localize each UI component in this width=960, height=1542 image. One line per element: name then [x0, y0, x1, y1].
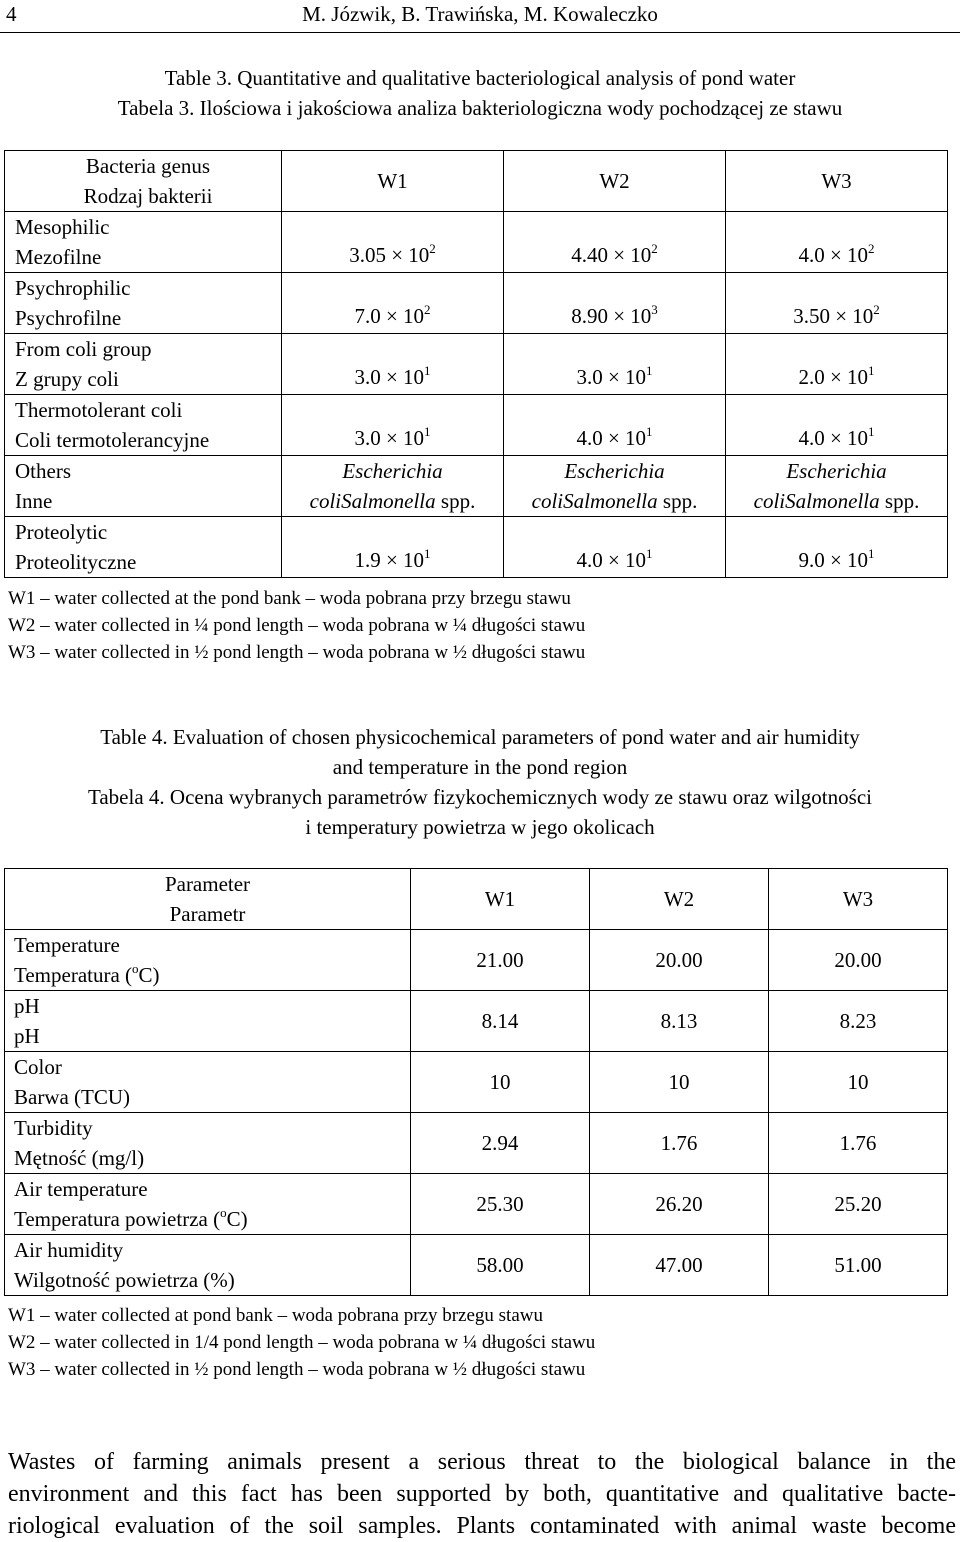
table-cell: $3.0 \times 10^1$: [504, 334, 726, 395]
table4-notes: [8, 1302, 595, 1383]
table-cell: 8.13: [590, 991, 769, 1052]
table-cell: 47.00: [590, 1235, 769, 1296]
table-cell: 25.30: [411, 1174, 590, 1235]
table3-notes: [8, 585, 585, 666]
table-cell: $4.0 \times 10^2$: [726, 212, 948, 273]
table-cell: $4.0 \times 10^1$: [726, 395, 948, 456]
table4-caption: Table 4. Evaluation of chosen physicochemical parameters of pond water and air humidity and temperature in the pond region Tabela 4. Ocena wybranych parametrów fizykochemicznych wody ze stawu oraz wilgotności i temperatury powietrza w jego okolicach: [88, 725, 872, 839]
paragraph-line: environment and this fact has been supported by both, quantitative and qualitative bacte-: [8, 1481, 956, 1507]
table-cell: 21.00: [411, 930, 590, 991]
table-cell: $7.0 \times 10^2$: [282, 273, 504, 334]
table-cell: 20.00: [590, 930, 769, 991]
table-header-row: [5, 869, 948, 930]
column-header-w2: W2: [590, 869, 769, 930]
table-row: [5, 212, 948, 273]
row-label: Air humidity Wilgotność powietrza (%): [5, 1235, 411, 1296]
table-cell: $4.0 \times 10^1$: [504, 517, 726, 578]
table-row: [5, 1113, 948, 1174]
row-label: Temperature Temperatura ($^o$C): [5, 930, 411, 991]
table-cell: $8.90 \times 10^3$: [504, 273, 726, 334]
table-cell: $2.0 \times 10^1$: [726, 334, 948, 395]
table-cell: 8.14: [411, 991, 590, 1052]
row-label: Others Inne: [5, 456, 282, 517]
table-cell: Escherichia coliSalmonella spp.: [504, 456, 726, 517]
table-row: [5, 930, 948, 991]
body-paragraph: [8, 1446, 956, 1542]
table3-caption: [0, 63, 960, 123]
table-row: [5, 991, 948, 1052]
paragraph-line: riological evaluation of the soil samples. Plants contaminated with animal waste become: [8, 1513, 956, 1539]
table3: [4, 150, 948, 578]
table-cell: Escherichia coliSalmonella spp.: [282, 456, 504, 517]
column-header-w1: W1: [411, 869, 590, 930]
table-header-row: [5, 151, 948, 212]
page-number: 4: [6, 2, 17, 26]
table-cell: 58.00: [411, 1235, 590, 1296]
table-cell: $3.50 \times 10^2$: [726, 273, 948, 334]
header-rule: [0, 32, 960, 33]
table-row: [5, 1174, 948, 1235]
table-row: [5, 334, 948, 395]
table3-caption-pl: Tabela 3. Ilościowa i jakościowa analiza bakteriologiczna wody pochodzącej ze stawu: [117, 96, 843, 120]
table-cell: $3.05 \times 10^2$: [282, 212, 504, 273]
note-w1: W1 – water collected at pond bank – woda pobrana przy brzegu stawu: [8, 1305, 543, 1326]
column-header-w1: W1: [282, 151, 504, 212]
table-cell: $4.40 \times 10^2$: [504, 212, 726, 273]
row-label: Color Barwa (TCU): [5, 1052, 411, 1113]
table-cell: 20.00: [769, 930, 948, 991]
table-cell: 8.23: [769, 991, 948, 1052]
table-cell: Escherichia coliSalmonella spp.: [726, 456, 948, 517]
table4: [4, 868, 948, 1296]
table-cell: 26.20: [590, 1174, 769, 1235]
table-cell: 1.76: [769, 1113, 948, 1174]
row-label: Air temperature Temperatura powietrza ($^o$C): [5, 1174, 411, 1235]
column-header-w3: W3: [769, 869, 948, 930]
table-cell: 10: [590, 1052, 769, 1113]
table-cell: 25.20: [769, 1174, 948, 1235]
table-row: [5, 1052, 948, 1113]
row-label: Mesophilic Mezofilne: [5, 212, 282, 273]
table-cell: $4.0 \times 10^1$: [504, 395, 726, 456]
note-w3: W3 – water collected in ½ pond length – woda pobrana w ½ długości stawu: [8, 642, 586, 663]
table-row: [5, 1235, 948, 1296]
table-header-cell: Bacteria genus Rodzaj bakterii: [5, 151, 282, 212]
row-label: Thermotolerant coli Coli termotolerancyjne: [5, 395, 282, 456]
table-cell: $1.9 \times 10^1$: [282, 517, 504, 578]
table-row: [5, 273, 948, 334]
row-label: From coli group Z grupy coli: [5, 334, 282, 395]
row-label: Turbidity Mętność (mg/l): [5, 1113, 411, 1174]
table-cell: $3.0 \times 10^1$: [282, 334, 504, 395]
row-label: Psychrophilic Psychrofilne: [5, 273, 282, 334]
paragraph-line: Wastes of farming animals present a serious threat to the biological balance in the: [8, 1449, 956, 1475]
table-row: [5, 395, 948, 456]
table-row: [5, 456, 948, 517]
note-w3: W3 – water collected in ½ pond length – woda pobrana w ½ długości stawu: [8, 1359, 586, 1380]
column-header-w2: W2: [504, 151, 726, 212]
note-w2: W2 – water collected in ¼ pond length – woda pobrana w ¼ długości stawu: [8, 615, 586, 636]
table-row: [5, 517, 948, 578]
table-cell: 10: [411, 1052, 590, 1113]
note-w1: W1 – water collected at the pond bank – woda pobrana przy brzegu stawu: [8, 588, 571, 609]
row-label: Proteolytic Proteolityczne: [5, 517, 282, 578]
note-w2: W2 – water collected in 1/4 pond length – woda pobrana w ¼ długości stawu: [8, 1332, 596, 1353]
table3-caption-en: Table 3. Quantitative and qualitative bacteriological analysis of pond water: [164, 66, 796, 90]
table-cell: $3.0 \times 10^1$: [282, 395, 504, 456]
table-cell: 1.76: [590, 1113, 769, 1174]
row-label: pH pH: [5, 991, 411, 1052]
table-cell: 2.94: [411, 1113, 590, 1174]
running-authors: M. Józwik, B. Trawińska, M. Kowaleczko: [302, 2, 658, 26]
table-cell: 51.00: [769, 1235, 948, 1296]
table-header-cell: Parameter Parametr: [5, 869, 411, 930]
table-cell: $9.0 \times 10^1$: [726, 517, 948, 578]
column-header-w3: W3: [726, 151, 948, 212]
running-header: [0, 0, 960, 30]
table-cell: 10: [769, 1052, 948, 1113]
